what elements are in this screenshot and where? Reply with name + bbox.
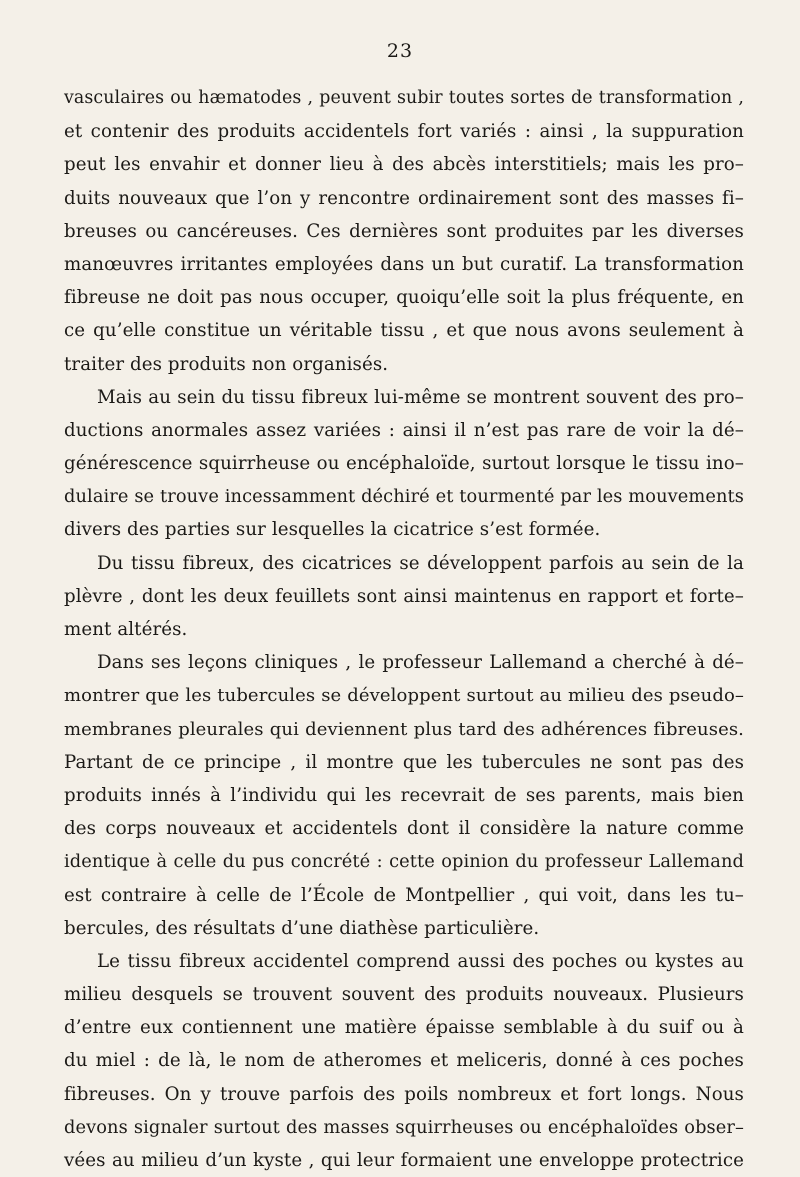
- text-line: divers des parties sur lesquelles la cicatrice s’est formée.: [64, 519, 601, 541]
- text-line: d’entre eux contiennent une matière épaisse semblable à du suif ou à: [64, 1017, 744, 1039]
- text-line: est contraire à celle de l’École de Montpellier , qui voit, dans les tu–: [64, 884, 744, 906]
- text-line: devons signaler surtout des masses squirrheuses ou encéphaloïdes obser–: [64, 1116, 744, 1138]
- text-line: identique à celle du pus concrété : cette opinion du professeur Lallemand: [64, 851, 744, 873]
- text-line: Dans ses leçons cliniques , le professeur Lallemand a cherché à dé–: [97, 652, 744, 674]
- text-line: Partant de ce principe , il montre que les tubercules ne sont pas des: [64, 751, 744, 773]
- text-line: Du tissu fibreux, des cicatrices se développent parfois au sein de la: [97, 552, 744, 574]
- text-line: produits innés à l’individu qui les recevrait de ses parents, mais bien: [64, 784, 744, 806]
- text-line: vasculaires ou hæmatodes , peuvent subir toutes sortes de transformation ,: [64, 88, 744, 108]
- text-line: ment altérés.: [64, 619, 188, 640]
- text-line: fibreuse ne doit pas nous occuper, quoiqu’elle soit la plus fréquente, en: [64, 287, 744, 309]
- text-line: bercules, des résultats d’une diathèse particulière.: [64, 917, 540, 939]
- text-line: breuses ou cancéreuses. Ces dernières sont produites par les diverses: [64, 220, 744, 242]
- text-line: membranes pleurales qui deviennent plus tard des adhérences fibreuses.: [64, 718, 744, 740]
- text-line: des corps nouveaux et accidentels dont il considère la nature comme: [64, 818, 744, 840]
- text-line: ductions anormales assez variées : ainsi il n’est pas rare de voir la dé–: [64, 419, 744, 441]
- text-line: dulaire se trouve incessamment déchiré et tourmenté par les mouvements: [64, 486, 744, 508]
- text-line: du miel : de là, le nom de atheromes et meliceris, donné à ces poches: [64, 1050, 744, 1072]
- text-line: plèvre , dont les deux feuillets sont ainsi maintenus en rapport et forte–: [64, 585, 744, 607]
- body-text: [64, 82, 744, 1177]
- page-number: 23: [386, 40, 414, 62]
- text-line: ce qu’elle constitue un véritable tissu , et que nous avons seulement à: [64, 320, 744, 342]
- text-line: fibreuses. On y trouve parfois des poils nombreux et fort longs. Nous: [64, 1083, 744, 1105]
- text-line: traiter des produits non organisés.: [64, 353, 389, 375]
- text-line: et contenir des produits accidentels fort variés : ainsi , la suppuration: [64, 121, 744, 143]
- text-line: Mais au sein du tissu fibreux lui-même se montrent souvent des pro–: [97, 386, 744, 408]
- text-line: générescence squirrheuse ou encéphaloïde, surtout lorsque le tissu ino–: [64, 453, 744, 475]
- text-line: peut les envahir et donner lieu à des abcès interstitiels; mais les pro–: [64, 154, 744, 176]
- text-line: Le tissu fibreux accidentel comprend aussi des poches ou kystes au: [97, 950, 744, 972]
- text-line: manœuvres irritantes employées dans un but curatif. La transformation: [64, 253, 744, 275]
- text-line: duits nouveaux que l’on y rencontre ordinairement sont des masses fi–: [64, 187, 744, 209]
- text-line: montrer que les tubercules se développent surtout au milieu des pseudo–: [64, 685, 744, 707]
- text-line: milieu desquels se trouvent souvent des produits nouveaux. Plusieurs: [64, 984, 744, 1006]
- text-line: vées au milieu d’un kyste , qui leur formaient une enveloppe protectrice: [64, 1150, 744, 1171]
